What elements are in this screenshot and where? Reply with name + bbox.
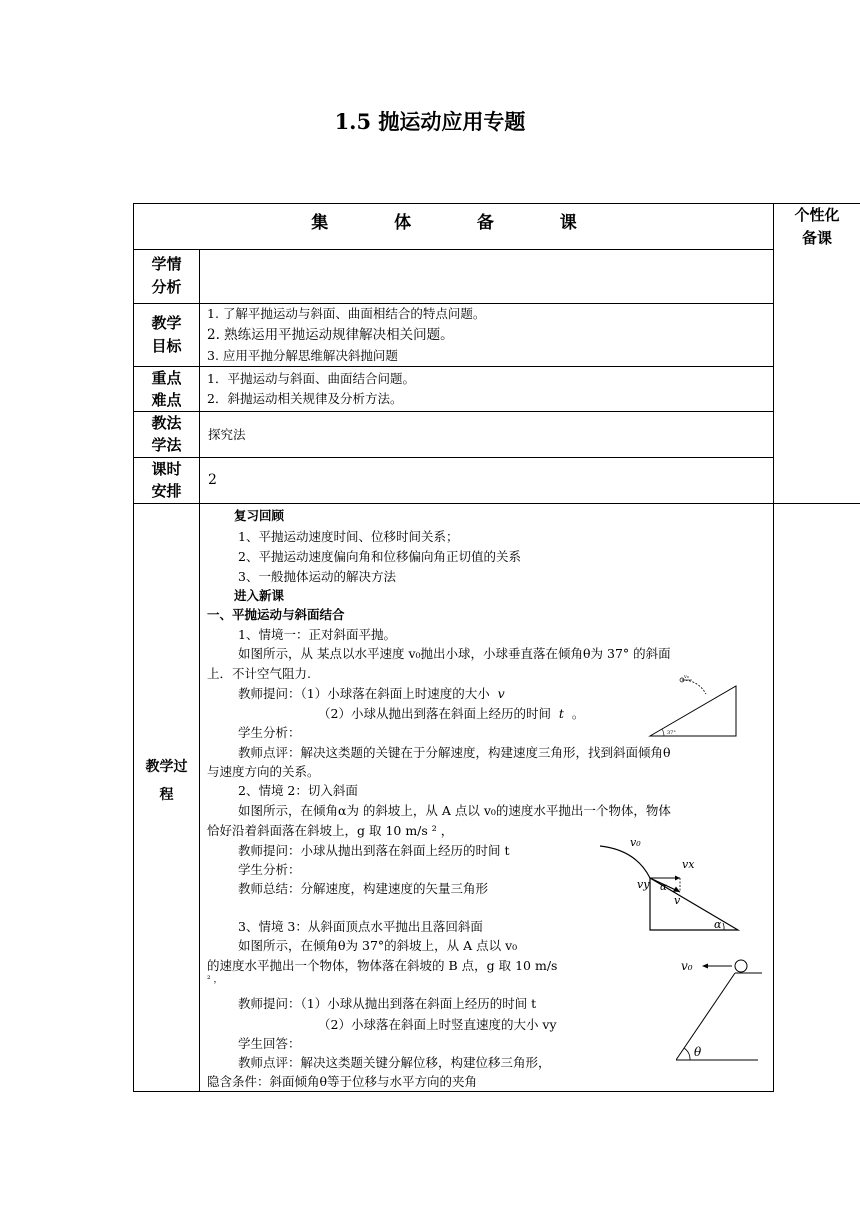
s3-student: 学生回答： (238, 1036, 301, 1051)
review-item-3: 3、一般抛体运动的解决方法 (238, 569, 396, 584)
s3-para-3: ² ， (207, 975, 223, 985)
fig3-theta-label: θ (694, 1045, 702, 1059)
figure-incline-37 (640, 672, 740, 738)
row-label-jiaofa-1: 教法 (151, 414, 182, 432)
s2-para-1: 如图所示，在倾角α为 的斜坡上，从 A 点以 v₀的速度水平抛出一个物体，物体 (238, 803, 671, 818)
keypoint-2: 2．斜抛运动相关规律及分析方法。 (207, 391, 403, 406)
fig3-v0-label: v₀ (681, 959, 693, 973)
review-item-2: 2、平抛运动速度偏向角和位移偏向角正切值的关系 (238, 549, 521, 564)
hours-text: 2 (208, 472, 217, 488)
s3-para-1: 如图所示，在倾角θ为 37°的斜坡上，从 A 点以 v₀ (238, 938, 518, 953)
header-personal-line1: 个性化 (794, 206, 840, 224)
row-label-mubiao-2: 目标 (151, 337, 182, 355)
objective-1: 1. 了解平抛运动与斜面、曲面相结合的特点问题。 (207, 306, 486, 321)
s2-para-2: 恰好沿着斜面落在斜坡上，g 取 10 m/s ² ， (207, 823, 454, 838)
fig2-v0-label: v₀ (630, 836, 641, 849)
row-label-process-2: 程 (159, 787, 174, 803)
row-label-keshi-2: 安排 (151, 482, 182, 500)
row-label-jiaofa-2: 学法 (151, 436, 182, 454)
row-label-xueqing-2: 分析 (151, 278, 182, 296)
objective-3: 3. 应用平抛分解思维解决斜抛问题 (207, 348, 398, 363)
review-item-1: 1、平抛运动速度时间、位移时间关系； (238, 529, 459, 544)
s1-para-2: 上．不计空气阻力. (207, 666, 311, 681)
s2-question: 教师提问：小球从抛出到落在斜面上经历的时间 t (238, 843, 510, 858)
fig1-angle-label: 37° (667, 730, 676, 736)
objective-2: 2. 熟练运用平抛运动规律解决相关问题。 (207, 327, 454, 343)
s2-summary: 教师总结：分解速度，构建速度的矢量三角形 (238, 881, 489, 896)
s1-para-1: 如图所示，从 某点以水平速度 v₀抛出小球，小球垂直落在倾角θ为 37° 的斜面 (238, 646, 671, 661)
s1-student: 学生分析： (238, 725, 301, 740)
s1-comment-2: 与速度方向的关系。 (207, 764, 320, 779)
fig2-vx-label: vx (682, 858, 695, 871)
s3-comment-1: 教师点评：解决这类题关键分解位移，构建位移三角形， (238, 1055, 551, 1070)
s1-question-2-end: 。 (571, 706, 585, 721)
row-label-mubiao-1: 教学 (151, 314, 182, 332)
s3-question-2: （2）小球落在斜面上时竖直速度的大小 vy (318, 1017, 557, 1032)
s1-question-1-var: v (497, 686, 505, 701)
figure-slope-top (676, 956, 766, 1068)
s3-title: 3、情境 3：从斜面顶点水平抛出且落回斜面 (238, 919, 483, 934)
fig2-alpha-bottom: α (714, 918, 722, 931)
method-text: 探究法 (208, 427, 246, 442)
section-1-heading: 一、平抛运动与斜面结合 (207, 607, 345, 622)
row-label-zhongdian-1: 重点 (151, 369, 182, 387)
s1-comment-1: 教师点评：解决这类题的关键在于分解速度，构建速度三角形，找到斜面倾角θ (238, 745, 671, 760)
s1-question-1 (238, 683, 505, 704)
new-lesson-heading: 进入新课 (234, 588, 285, 603)
row-label-xueqing-1: 学情 (151, 255, 182, 273)
s3-para-2: 的速度水平抛出一个物体，物体落在斜坡的 B 点，g 取 10 m/s (207, 958, 558, 973)
row-label-zhongdian-2: 难点 (151, 391, 182, 409)
fig2-v-label: v (674, 894, 681, 907)
figure-velocity-triangle (596, 832, 746, 936)
row-label-process-1: 教学过 (145, 759, 188, 775)
s1-question-2-var: t (558, 706, 564, 721)
fig2-alpha-top: α (660, 882, 667, 893)
s1-question-2-text: （2）小球从抛出到落在斜面上经历的时间 (318, 706, 551, 721)
fig2-vy-label: vy (637, 878, 650, 891)
s1-question-1-text: 教师提问：（1）小球落在斜面上时速度的大小 (238, 686, 490, 701)
fig1-v0-label: v₀ (684, 674, 689, 680)
row-label-keshi-1: 课时 (151, 460, 182, 478)
header-personal-line2: 备课 (801, 229, 832, 247)
s1-question-2 (318, 703, 584, 724)
s3-question-1: 教师提问：（1）小球从抛出到落在斜面上经历的时间 t (238, 996, 537, 1011)
s2-student: 学生分析： (238, 862, 301, 877)
s2-title: 2、情境 2：切入斜面 (238, 783, 358, 798)
s3-comment-2: 隐含条件：斜面倾角θ等于位移与水平方向的夹角 (207, 1074, 478, 1089)
page-title: 1.5 抛运动应用专题 (334, 109, 526, 134)
keypoint-1: 1．平抛运动与斜面、曲面结合问题。 (207, 371, 415, 386)
header-group-title: 集 体 备 课 (311, 213, 595, 233)
review-heading: 复习回顾 (234, 508, 285, 523)
s1-title: 1、情境一：正对斜面平抛。 (238, 627, 396, 642)
